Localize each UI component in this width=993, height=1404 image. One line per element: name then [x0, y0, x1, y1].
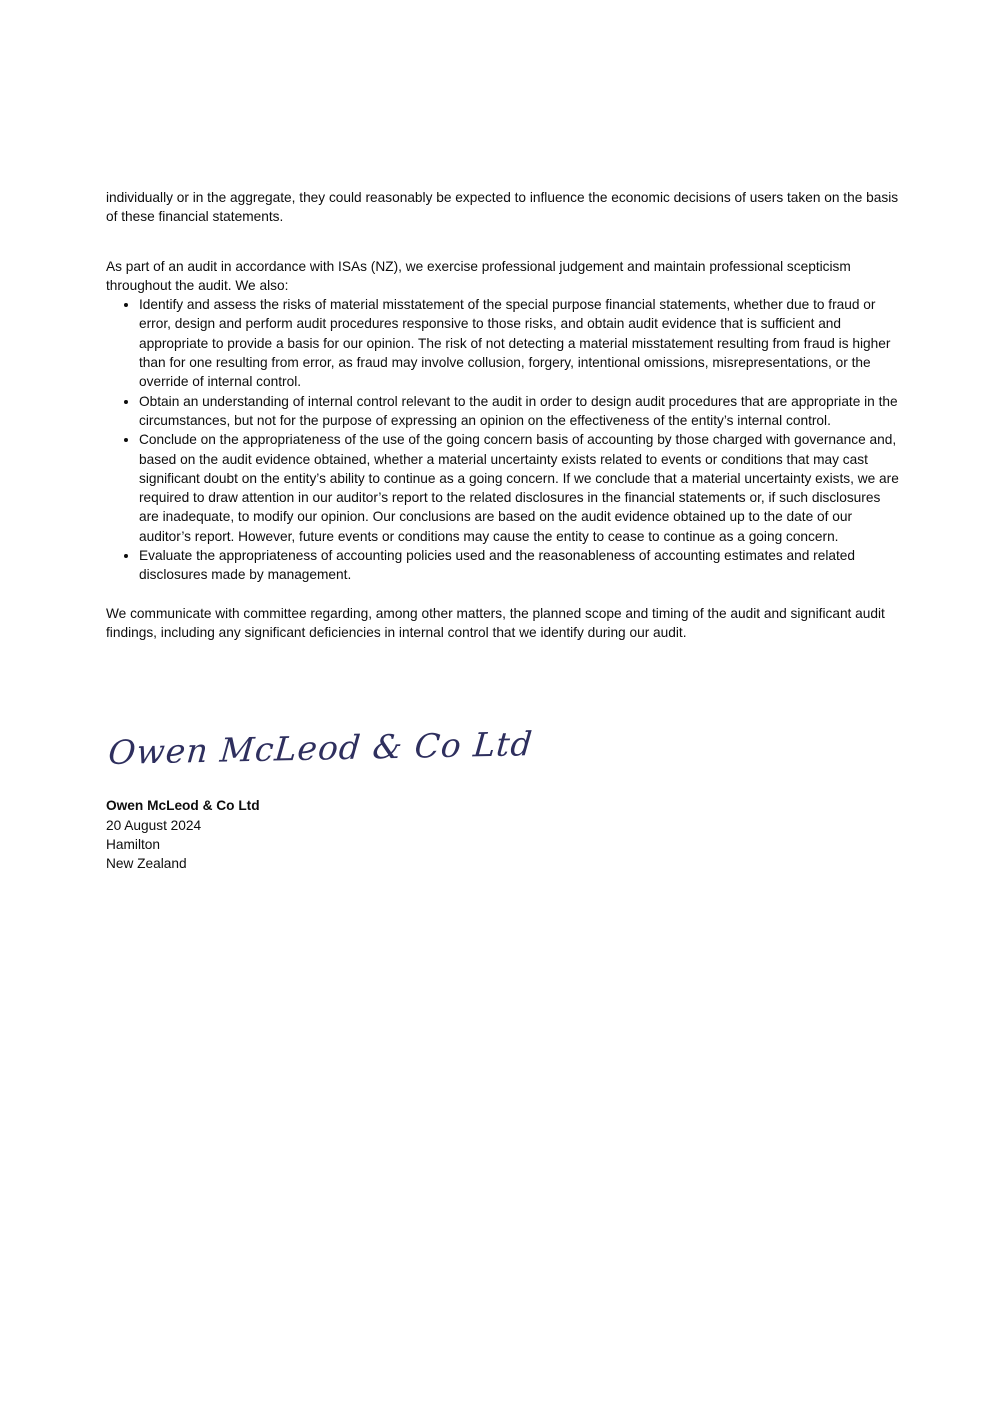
signoff-city: Hamilton [106, 836, 161, 852]
paragraph-materiality: individually or in the aggregate, they could reasonably be expected to influence the economic decisions of users taken on the basis of these financial statements. [106, 190, 899, 225]
bullet-item-internal-control: • Obtain an understanding of internal control relevant to the audit in order to design audit procedures that are appropriate in the circumstances, but not for the purpose of expressing an opinion on the effectiveness of the entity’s internal control. [139, 392, 900, 431]
bullet-list [106, 295, 900, 584]
signoff-block [106, 796, 900, 873]
bullet-item-accounting-policies: • Evaluate the appropriateness of accounting policies used and the reasonableness of accounting estimates and related disclosures made by management. [139, 546, 900, 585]
paragraph-audit-intro: As part of an audit in accordance with ISAs (NZ), we exercise professional judgement and maintain professional scepticism throughout the audit. We also: [106, 258, 851, 293]
bullet-item-identify-risks: • Identify and assess the risks of material misstatement of the special purpose financial statements, whether due to fraud or error, design and perform audit procedures responsive to those risks, and obtain audit evidence that is sufficient and appropriate to provide a basis for our opinion. The risk of not detecting a material misstatement resulting from fraud is higher than for one resulting from error, as fraud may involve collusion, forgery, intentional omissions, misrepresentations, or the override of internal control. [139, 295, 900, 391]
signoff-country: New Zealand [106, 856, 187, 872]
signoff-date: 20 August 2024 [106, 817, 202, 833]
signoff-firm-name: Owen McLeod & Co Ltd [106, 798, 260, 814]
handwritten-signature: Owen McLeod & Co Ltd [106, 724, 535, 773]
bullet-item-going-concern: • Conclude on the appropriateness of the use of the going concern basis of accounting by those charged with governance and, based on the audit evidence obtained, whether a material uncertainty exists related to events or conditions that may cast significant doubt on the entity’s ability to continue as a going concern. If we conclude that a material uncertainty exists, we are required to draw attention in our auditor’s report to the related disclosures in the financial statements or, if such disclosures are inadequate, to modify our opinion. Our conclusions are based on the audit evidence obtained up to the date of our auditor’s report. However, future events or conditions may cause the entity to cease to continue as a going concern. [139, 430, 900, 546]
paragraph-communicate: We communicate with committee regarding, among other matters, the planned scope and timing of the audit and significant audit findings, including any significant deficiencies in internal control that we identify during our audit. [106, 605, 885, 640]
